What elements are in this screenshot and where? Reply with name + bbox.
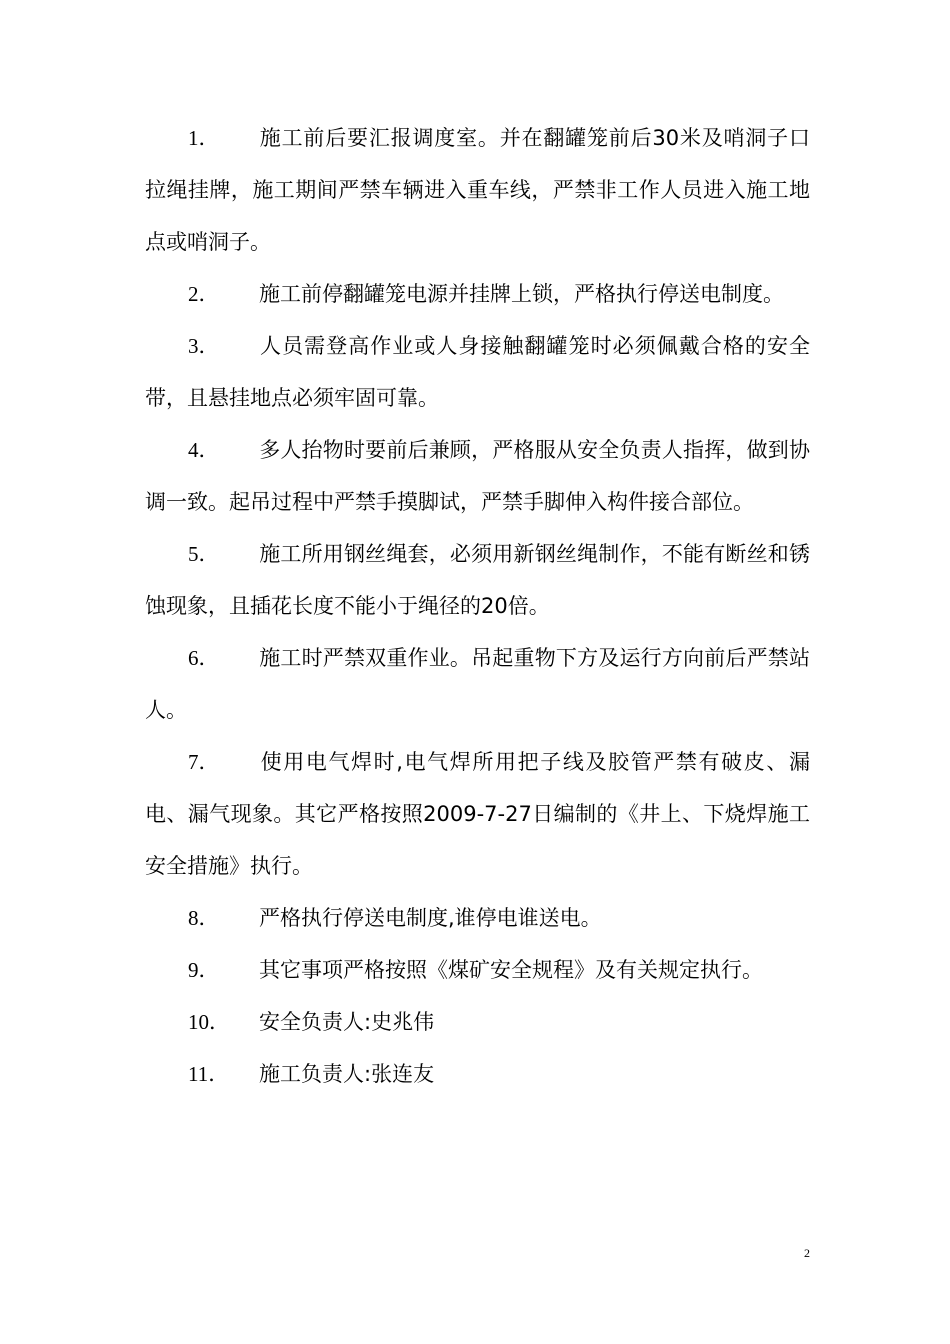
- item-number: 9．: [188, 958, 220, 982]
- list-item: [145, 424, 810, 528]
- item-text: 安全负责人:史兆伟: [259, 1010, 435, 1034]
- list-item: [145, 944, 810, 996]
- item-number: 2．: [188, 282, 220, 306]
- item-number: 1．: [188, 126, 220, 150]
- item-text: 施工所用钢丝绳套，必须用新钢丝绳制作，不能有断丝和锈蚀现象，且插花长度不能小于绳径的20倍。: [145, 542, 810, 618]
- item-text: 施工时严禁双重作业。吊起重物下方及运行方向前后严禁站人。: [145, 646, 810, 722]
- list-item: [145, 996, 810, 1048]
- list-item: [145, 528, 810, 632]
- list-item: [145, 892, 810, 944]
- list-item: [145, 736, 810, 892]
- page-number: 2: [804, 1246, 810, 1260]
- item-number: 5．: [188, 542, 220, 566]
- item-number: 7．: [188, 750, 220, 774]
- list-item: [145, 632, 810, 736]
- item-number: 10．: [188, 1010, 230, 1034]
- item-text: 施工前停翻罐笼电源并挂牌上锁，严格执行停送电制度。: [259, 282, 784, 306]
- item-number: 4．: [188, 438, 220, 462]
- item-text: 严格执行停送电制度,谁停电谁送电。: [259, 906, 602, 930]
- item-number: 8．: [188, 906, 220, 930]
- item-text: 施工前后要汇报调度室。并在翻罐笼前后30米及哨洞子口拉绳挂牌，施工期间严禁车辆进入重车线，严禁非工作人员进入施工地点或哨洞子。: [145, 126, 810, 254]
- item-number: 3．: [188, 334, 220, 358]
- list-item: [145, 320, 810, 424]
- list-item: [145, 268, 810, 320]
- item-number: 11．: [188, 1062, 230, 1086]
- document-body: [145, 112, 810, 1100]
- item-number: 6．: [188, 646, 220, 670]
- list-item: [145, 112, 810, 268]
- item-text: 使用电气焊时,电气焊所用把子线及胶管严禁有破皮、漏电、漏气现象。其它严格按照2009-7-27日编制的《井上、下烧焊施工安全措施》执行。: [145, 750, 810, 878]
- item-text: 人员需登高作业或人身接触翻罐笼时必须佩戴合格的安全带，且悬挂地点必须牢固可靠。: [145, 334, 810, 410]
- item-text: 施工负责人:张连友: [259, 1062, 435, 1086]
- item-text: 其它事项严格按照《煤矿安全规程》及有关规定执行。: [259, 958, 763, 982]
- list-item: [145, 1048, 810, 1100]
- item-text: 多人抬物时要前后兼顾，严格服从安全负责人指挥，做到协调一致。起吊过程中严禁手摸脚试，严禁手脚伸入构件接合部位。: [145, 438, 810, 514]
